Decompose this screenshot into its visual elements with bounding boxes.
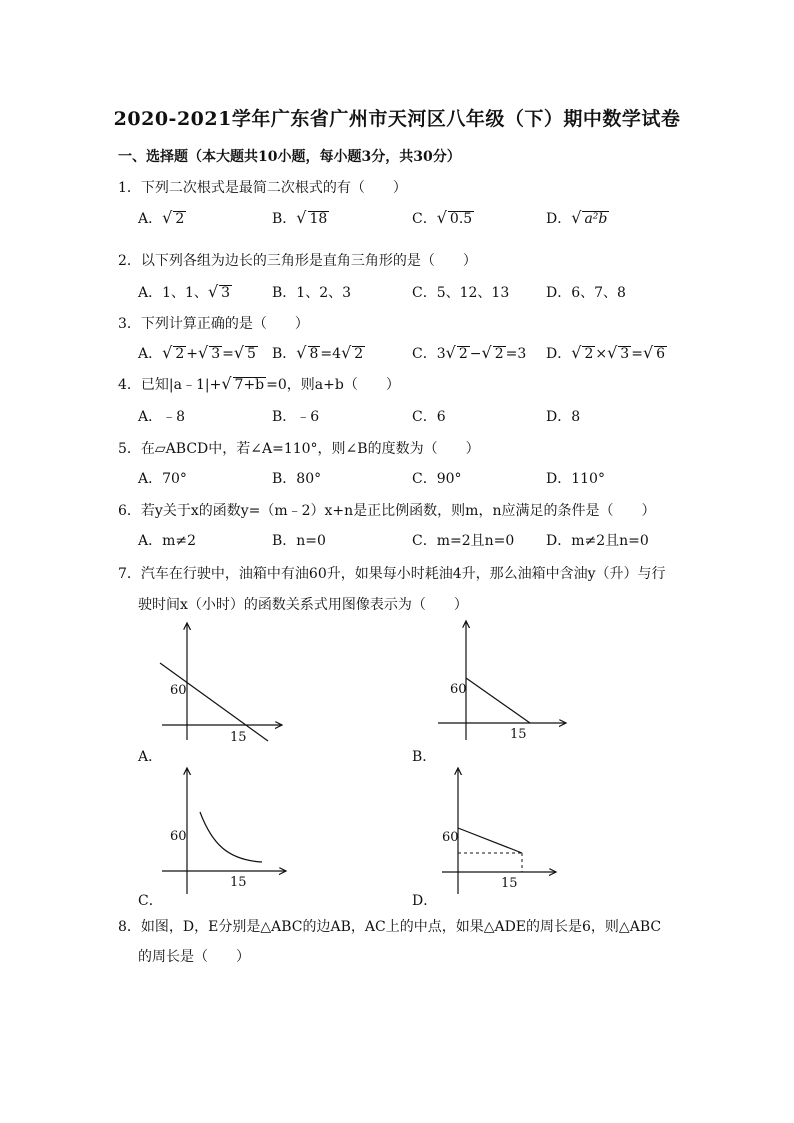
question-7-line-1: 7．汽车在行驶中，油箱中有油60升，如果每小时耗油4升，那么油箱中含油y（升）与行 bbox=[118, 566, 666, 582]
graph-b-y-label: 60 bbox=[450, 682, 467, 697]
q1-option-d: D．√ a²b bbox=[546, 208, 608, 227]
q6-option-a: A．m≠2 bbox=[138, 533, 197, 549]
graph-b-option-label: B． bbox=[412, 749, 437, 765]
q5-option-d: D．110° bbox=[546, 471, 605, 487]
q4-option-d: D．8 bbox=[546, 409, 581, 425]
question-7-line-2: 驶时间x（小时）的函数关系式用图像表示为（ ） bbox=[138, 597, 468, 613]
q6-option-d: D．m≠2且n=0 bbox=[546, 533, 649, 549]
q3-option-a: A．√ 2 +√ 3 =√ 5 bbox=[138, 343, 256, 362]
graph-b-x-label: 15 bbox=[510, 727, 527, 742]
q4-option-b: B．﹣6 bbox=[272, 409, 320, 425]
q2-option-b: B．1、2、3 bbox=[272, 285, 352, 301]
graph-b bbox=[430, 615, 570, 745]
q1-option-b: B．√ 18 bbox=[272, 208, 328, 227]
question-8-line-1: 8．如图，D，E分别是△ABC的边AB，AC上的中点，如果△ADE的周长是6，则△ABC bbox=[118, 919, 662, 935]
page-title: 2020-2021学年广东省广州市天河区八年级（下）期中数学试卷 bbox=[113, 108, 681, 130]
q5-option-c: C．90° bbox=[412, 471, 462, 487]
question-5-stem: 5．在▱ABCD中，若∠A=110°，则∠B的度数为（ ） bbox=[118, 441, 480, 457]
q3-option-b: B．√ 8 =4√ 2 bbox=[272, 343, 364, 362]
graph-d-option-label: D． bbox=[412, 893, 438, 909]
graph-a-y-label: 60 bbox=[170, 683, 187, 698]
q5-option-b: B．80° bbox=[272, 471, 322, 487]
graph-a-line bbox=[160, 663, 268, 741]
graph-d-x-label: 15 bbox=[501, 876, 518, 891]
q6-option-c: C．m=2且n=0 bbox=[412, 533, 515, 549]
graph-c-curve bbox=[200, 812, 262, 862]
q3-option-c: C．3√ 2 −√ 2 =3 bbox=[412, 343, 527, 362]
q4-option-a: A．﹣8 bbox=[138, 409, 186, 425]
question-1-stem: 1．下列二次根式是最简二次根式的有（ ） bbox=[118, 180, 407, 196]
question-8-line-2: 的周长是（ ） bbox=[138, 949, 250, 965]
question-2-stem: 2．以下列各组为边长的三角形是直角三角形的是（ ） bbox=[118, 253, 477, 269]
question-6-stem: 6．若y关于x的函数y=（m﹣2）x+n是正比例函数，则m，n应满足的条件是（ ） bbox=[118, 503, 656, 519]
q6-option-b: B．n=0 bbox=[272, 533, 326, 549]
graph-c-x-label: 15 bbox=[230, 875, 247, 890]
section-heading: 一、选择题（本大题共10小题，每小题3分，共30分） bbox=[118, 149, 461, 165]
graph-b-line bbox=[466, 678, 530, 723]
graph-c-y-label: 60 bbox=[170, 829, 187, 844]
graph-c-option-label: C． bbox=[138, 893, 163, 909]
graph-a bbox=[150, 615, 290, 745]
graph-a-x-label: 15 bbox=[230, 730, 247, 745]
q3-option-d: D．√ 2 ×√ 3 =√ 6 bbox=[546, 343, 666, 362]
graph-d-y-label: 60 bbox=[442, 830, 459, 845]
q4-option-c: C．6 bbox=[412, 409, 446, 425]
question-3-stem: 3．下列计算正确的是（ ） bbox=[118, 316, 309, 332]
question-4-stem: 4．已知|a﹣1|+√ 7+b =0，则a+b（ ） bbox=[118, 374, 400, 393]
graph-d-line bbox=[458, 828, 522, 853]
q1-option-c: C．√ 0.5 bbox=[412, 208, 473, 227]
q1-option-a: A．√ 2 bbox=[138, 208, 185, 227]
graph-a-option-label: A． bbox=[138, 749, 163, 765]
q2-option-c: C．5、12、13 bbox=[412, 285, 510, 301]
q2-option-a: A．1、1、√ 3 bbox=[138, 282, 231, 301]
q5-option-a: A．70° bbox=[138, 471, 187, 487]
q2-option-d: D．6、7、8 bbox=[546, 285, 626, 301]
